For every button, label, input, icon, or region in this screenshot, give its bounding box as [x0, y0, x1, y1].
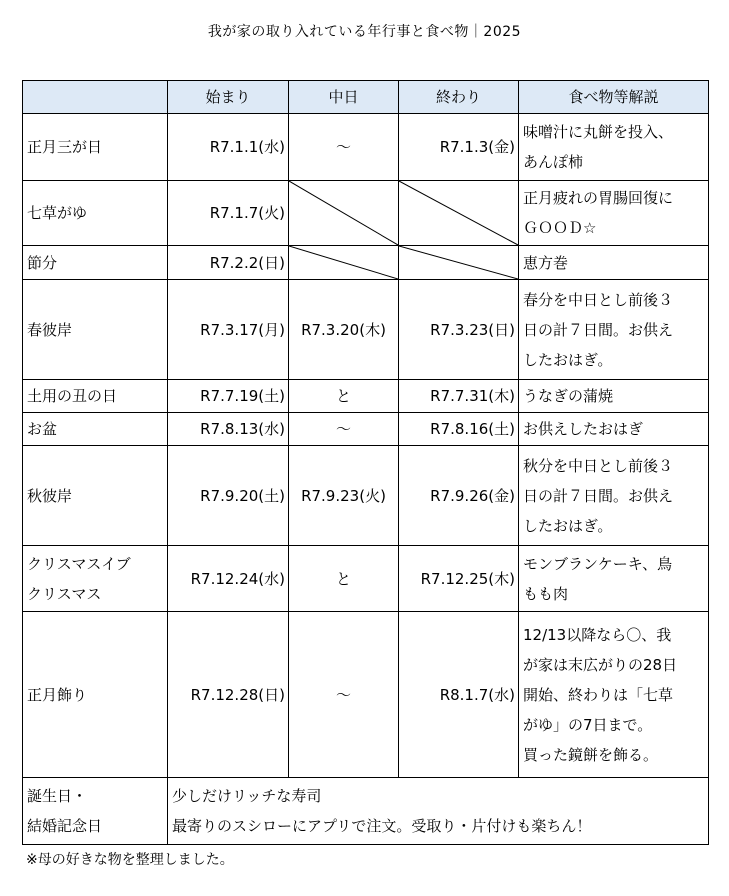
footnote: ※母の好きな物を整理しました。 — [26, 852, 234, 868]
food-line: モンブランケーキ、鳥 — [523, 554, 673, 573]
end-date-empty — [399, 246, 519, 280]
food-line: ＧＯＯＤ☆ — [523, 219, 597, 237]
end-date: R7.1.3(金) — [399, 114, 519, 181]
table-row — [23, 280, 709, 380]
event-cell — [23, 114, 168, 181]
event-cell — [23, 546, 168, 612]
event-name: 正月三が日 — [27, 138, 103, 156]
food-line: 恵方巻 — [523, 253, 569, 272]
start-date: R7.12.28(日) — [168, 612, 289, 778]
event-cell — [23, 413, 168, 446]
food-cell — [519, 181, 709, 246]
event-name: クリスマスイブ — [27, 554, 131, 573]
header-start: 始まり — [168, 81, 289, 114]
birthday-note-line: 少しだけリッチな寿司 — [172, 787, 322, 805]
event-cell — [23, 380, 168, 413]
food-cell — [519, 114, 709, 181]
table-row — [23, 380, 709, 413]
food-line: 日の計７日間。お供え — [523, 320, 674, 339]
start-date: R7.1.7(火) — [168, 181, 289, 246]
middle-date-empty — [289, 181, 399, 246]
food-line: あんぽ柿 — [523, 153, 584, 171]
header-middle: 中日 — [289, 81, 399, 114]
end-date: R7.9.26(金) — [399, 446, 519, 546]
middle-date: 〜 — [289, 114, 399, 181]
end-date: R8.1.7(水) — [399, 612, 519, 778]
food-line: 買った鏡餅を飾る。 — [523, 745, 659, 764]
event-cell — [23, 181, 168, 246]
food-line: 秋分を中日とし前後３ — [523, 456, 674, 475]
middle-date: と — [289, 546, 399, 612]
food-line: が家は末広がりの28日 — [523, 655, 678, 674]
event-name: 秋彼岸 — [27, 486, 73, 505]
food-line: 春分を中日とし前後３ — [523, 290, 674, 309]
food-cell — [519, 280, 709, 380]
event-name: 七草がゆ — [27, 204, 88, 222]
middle-date-empty — [289, 246, 399, 280]
food-cell — [519, 546, 709, 612]
header-event — [23, 81, 168, 114]
end-date: R7.3.23(日) — [399, 280, 519, 380]
food-line: がゆ」の7日まで。 — [523, 715, 653, 734]
events-table — [22, 80, 709, 845]
event-name: 春彼岸 — [27, 320, 73, 339]
event-name: クリスマス — [27, 584, 102, 603]
middle-date: 〜 — [289, 413, 399, 446]
food-line: お供えしたおはぎ — [523, 420, 644, 438]
event-name: 節分 — [27, 253, 58, 272]
event-name: 誕生日・ — [27, 787, 88, 805]
food-line: 日の計７日間。お供え — [523, 486, 674, 505]
start-date: R7.9.20(土) — [168, 446, 289, 546]
food-line: もも肉 — [523, 584, 569, 603]
event-cell — [23, 246, 168, 280]
event-name: 土用の丑の日 — [27, 387, 118, 405]
header-row — [23, 81, 709, 114]
event-cell — [23, 612, 168, 778]
food-cell — [519, 612, 709, 778]
table-row — [23, 114, 709, 181]
end-date-empty — [399, 181, 519, 246]
start-date: R7.7.19(土) — [168, 380, 289, 413]
event-name: 結婚記念日 — [27, 817, 103, 835]
food-line: したおはぎ。 — [523, 516, 613, 535]
food-line: 味噌汁に丸餅を投入、 — [523, 123, 674, 141]
header-food: 食べ物等解説 — [519, 81, 709, 114]
middle-date: と — [289, 380, 399, 413]
food-line: したおはぎ。 — [523, 350, 613, 369]
middle-date: R7.3.20(木) — [289, 280, 399, 380]
birthday-note — [168, 778, 709, 845]
start-date: R7.8.13(水) — [168, 413, 289, 446]
food-cell — [519, 380, 709, 413]
food-line: 正月疲れの胃腸回復に — [523, 189, 674, 207]
middle-date: R7.9.23(火) — [289, 446, 399, 546]
table-row — [23, 413, 709, 446]
food-line: うなぎの蒲焼 — [523, 387, 614, 405]
header-end: 終わり — [399, 81, 519, 114]
start-date: R7.12.24(水) — [168, 546, 289, 612]
start-date: R7.3.17(月) — [168, 280, 289, 380]
end-date: R7.12.25(木) — [399, 546, 519, 612]
event-cell — [23, 446, 168, 546]
food-cell — [519, 246, 709, 280]
page-title: 我が家の取り入れている年行事と食べ物｜2025 — [207, 24, 522, 40]
event-cell — [23, 778, 168, 845]
event-name: 正月飾り — [27, 685, 88, 704]
food-line: 12/13以降なら〇、我 — [523, 625, 672, 644]
table-row — [23, 546, 709, 612]
end-date: R7.7.31(木) — [399, 380, 519, 413]
table-row — [23, 246, 709, 280]
table-row-birthday — [23, 778, 709, 845]
food-line: 開始、終わりは「七草 — [523, 685, 674, 704]
event-name: お盆 — [27, 420, 58, 438]
food-cell — [519, 413, 709, 446]
birthday-note-line: 最寄りのスシローにアプリで注文。受取り・片付けも楽ちん！ — [172, 817, 592, 835]
table-row — [23, 612, 709, 778]
table-row — [23, 446, 709, 546]
table-row — [23, 181, 709, 246]
event-cell — [23, 280, 168, 380]
start-date: R7.2.2(日) — [168, 246, 289, 280]
middle-date: 〜 — [289, 612, 399, 778]
end-date: R7.8.16(土) — [399, 413, 519, 446]
start-date: R7.1.1(水) — [168, 114, 289, 181]
food-cell — [519, 446, 709, 546]
